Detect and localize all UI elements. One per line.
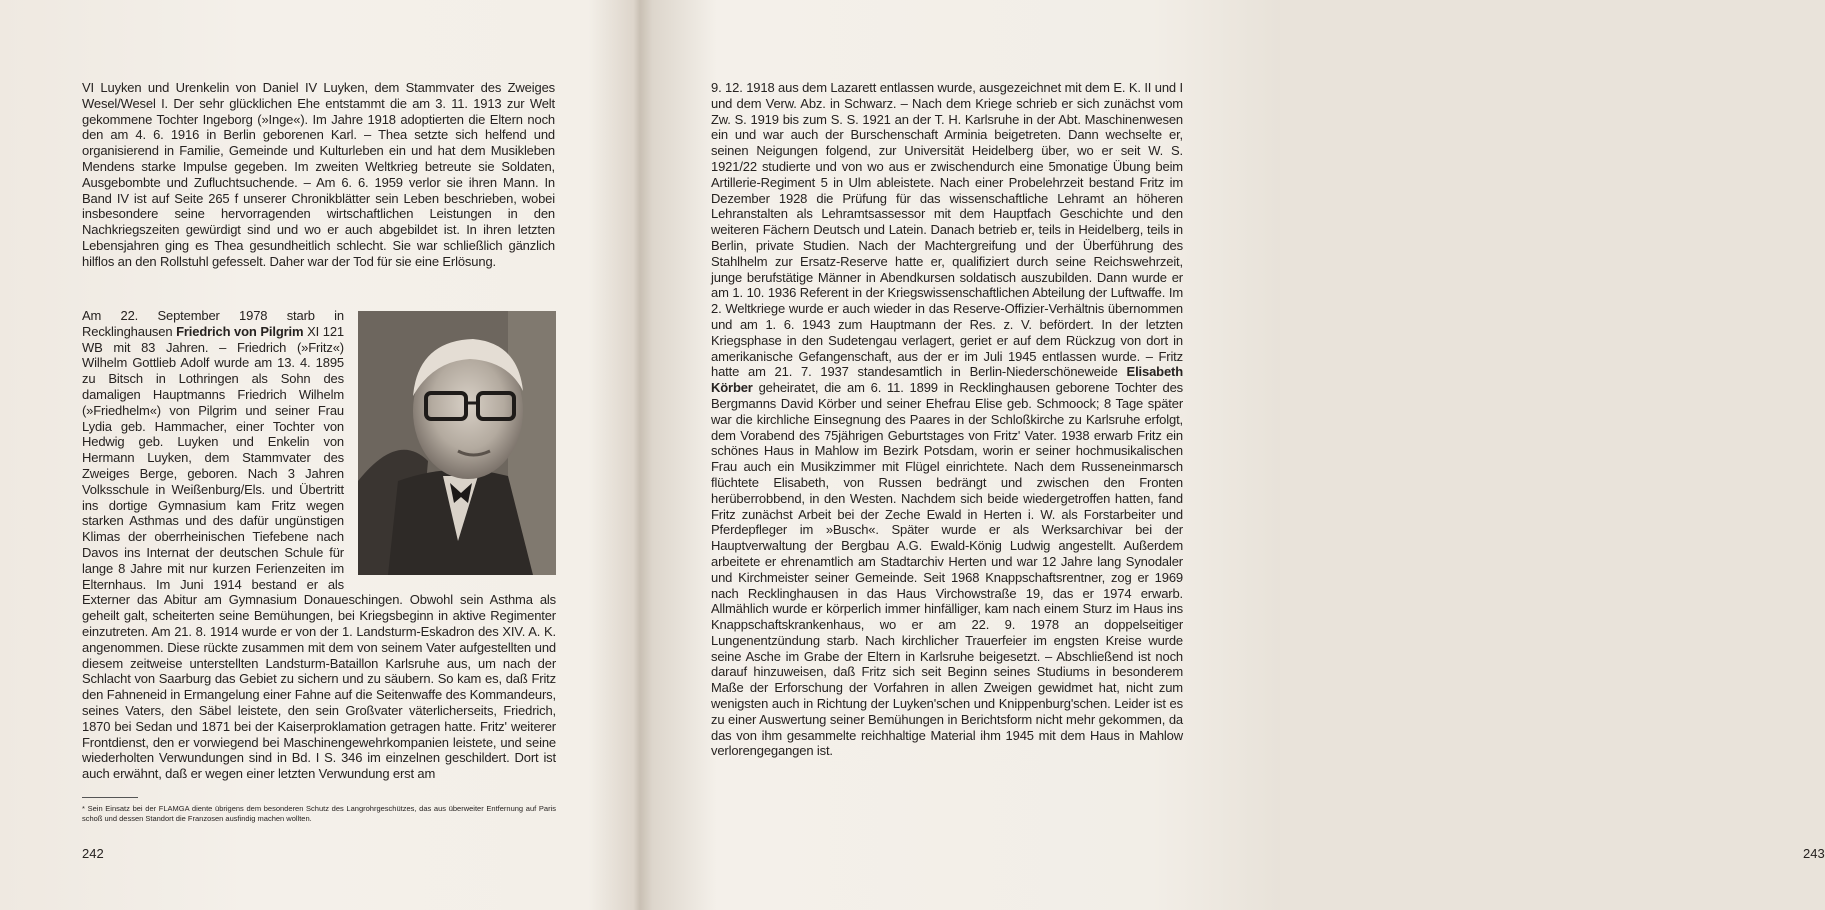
left-page [0,0,635,910]
page-number-left: 242 [82,846,104,861]
right-text-before: 9. 12. 1918 aus dem Lazarett entlassen wurde, ausgezeichnet mit dem E. K. II und I und dem Verw. Abz. in Schwarz. – Nach dem Kriege schrieb er sich zunächst vom Zw. S. 1919 bis zum S. S. 1921 an der T. H. Karlsruhe in der Abt. Maschinenwesen ein und war auch der Burschenschaft Arminia beigetreten. Dann wechselte er, seinen Neigungen folgend, zur Universität Heidelberg über, wo er seit W. S. 1921/22 studierte und von wo aus er zwischendurch eine 5monatige Übung beim Artillerie-Regiment 5 in Ulm ableistete. Nach einer Probelehrzeit bestand Fritz im Dezember 1928 die Prüfung für das wissenschaftliche Lehramt an höheren Lehranstalten als Lehramtsassessor mit dem Hauptfach Geschichte und den weiteren Fächern Deutsch und Latein. Danach betrieb er, teils in Heidelberg, teils in Berlin, private Studien. Nach der Machtergreifung und der Überführung des Stahlhelm zur Ersatz-Reserve hatte er, qualifiziert durch seine Reichswehrzeit, junge berufstätige Männer in Abendkursen soldatisch auszubilden. Dann wurde er am 1. 10. 1936 Referent in der Kriegswissenschaftlichen Abteilung der Luftwaffe. Im 2. Weltkriege wurde er auch wieder in das Reserve-Offizier-Verhältnis übernommen und am 1. 6. 1943 zum Hauptmann der Res. z. V. befördert. In der letzten Kriegsphase in den Sudetengau verlagert, geriet er auf dem Rückzug von dort in amerikanische Gefangenschaft, aus der er im Juli 1945 entlassen wurde. – Fritz hatte am 21. 7. 1937 standesamtlich in Berlin-Niederschöneweide [711,80,1183,380]
right-page [640,0,1825,910]
para2-text-before: Am 22. September 1978 starb in Recklinghausen [82,308,344,339]
obituary-block [82,308,556,782]
right-text-after: geheiratet, die am 6. 11. 1899 in Recklinghausen geborene Tochter des Bergmanns David Körber und seiner Ehefrau Elise geb. Schmoock; 8 Tage später war die kirchliche Einsegnung des Paares in der Schloßkirche zu Karlsruhe erfolgt, dem Vorabend des 75jährigen Geburtstages von Fritz' Vater. 1938 erwarb Fritz ein schönes Haus in Mahlow im Bezirk Potsdam, worin er seiner hochmusikalischen Frau auch ein Musikzimmer mit Flügel einrichtete. Nach dem Russeneinmarsch flüchtete Elisabeth, von Russen bedrängt und zwischen den Fronten herüberrobbend, in den Westen. Nachdem sich beide wiedergetroffen hatten, fand Fritz zunächst Arbeit bei der Zeche Ewald in Herten i. W. als Forstarbeiter und Pferdepfleger im »Busch«. Später wurde er als Werksarchivar bei der Hauptverwaltung der Bergbau A.G. Ewald-König Ludwig angestellt. Außerdem arbeitete er ehrenamtlich am Stadtarchiv Herten und war 12 Jahre lang Synodaler und Kirchmeister seiner Gemeinde. Seit 1968 Knappschaftsrentner, zog er 1969 nach Recklinghausen in das Haus Virchowstraße 19, das er 1974 erwarb. Allmählich wurde er körperlich immer hinfälliger, kam nach einem Sturz im Haus ins Knappschaftskrankenhaus, wo er am 22. 9. 1978 an doppelseitiger Lungenentzündung starb. Nach kirchlicher Trauerfeier im engsten Kreise wurde seine Asche im Grabe der Eltern in Karlsruhe beigesetzt. – Abschließend ist noch darauf hinzuweisen, daß Fritz sich seit Beginn seines Studiums in besonderem Maße der Erforschung der Vorfahren in allen Zweigen gewidmet hat, nicht zum wenigsten auch in Richtung der Luyken'schen und Knippenburg'schen. Leider ist es zu einer Auswertung seiner Bemühungen in Berichtsform nicht mehr gekommen, da das von ihm gesammelte reichhaltige Material ihm 1945 mit dem Haus in Mahlow verlorengegangen ist. [711,380,1183,759]
portrait-photo-drawing [358,311,556,575]
left-paragraph-1: VI Luyken und Urenkelin von Daniel IV Luyken, dem Stammvater des Zweiges Wesel/Wesel I. Der sehr glücklichen Ehe entstammt die am 3. 11. 1913 zur Welt gekommene Tochter Ingeborg (»Inge«). Im Jahre 1918 adoptierten die Eltern noch den am 4. 6. 1916 in Berlin geborenen Karl. – Thea setzte sich helfend und organisierend in Familie, Gemeinde und Kulturleben ein und hat dem Musikleben Mendens starke Impulse gegeben. Im zweiten Weltkrieg betreute sie Soldaten, Ausgebombte und Zufluchtsuchende. – Am 6. 6. 1959 verlor sie ihren Mann. In Band IV ist auf Seite 265 f unserer Chronikblätter sein Leben beschrieben, wobei insbesondere seine hervorragenden wirtschaftlichen Leistungen in den Nachkriegszeiten gewürdigt sind und wo er auch abgebildet ist. In ihren letzten Lebensjahren ging es Thea gesundheitlich schlecht. Sie war schließlich gänzlich hilflos an den Rollstuhl gefesselt. Daher war der Tod für sie eine Erlösung. [82,80,555,269]
page-number-right: 243 [1803,846,1825,861]
portrait-photo [358,311,556,575]
right-paragraph-1 [711,80,1183,759]
person-name-elisabeth: Elisabeth Körber [711,364,1183,396]
para2-text-after: XI 121 WB mit 83 Jahren. – Friedrich (»Fritz«) Wilhelm Gottlieb Adolf wurde am 13. 4. 1895 zu Bitsch in Lothringen als Sohn des damaligen Hauptmanns Friedrich Wilhelm (»Friedhelm«) von Pilgrim und seiner Frau Lydia geb. Hammacher, einer Tochter von Hedwig geb. Luyken und Enkelin von Hermann Luyken, dem Stammvater des Zweiges Berge, geboren. Nach 3 Jahren Volksschule in Weißenburg/Els. und Übertritt ins dortige Gymnasium kam Fritz wegen starken Asthmas und des dafür ungünstigen Klimas der oberrheinischen Tiefebene nach Davos ins Internat der deutschen Schule für lange 8 Jahre mit nur kurzen Ferienzeiten im Elternhaus. Im Juni 1914 bestand er als Externer das Abitur am Gymnasium Donaueschingen. Obwohl sein Asthma als geheilt galt, scheiterten seine Bemühungen, bei Kriegsbeginn in aktive Regimenter einzutreten. Am 21. 8. 1914 wurde er von der 1. Landsturm-Eskadron des XIV. A. K. angenommen. Diese rückte zusammen mit dem von seinem Vater aufgestellten und diesem zeitweise unterstellten Landsturm-Bataillon Karlsruhe aus, um nach der Schlacht von Saarburg das Gebiet zu sichern und zu säubern. So kam es, daß Fritz den Fahneneid in Ermangelung einer Fahne auf die Seitenwaffe des Kommandeurs, seines Vaters, den Säbel leistete, den sein Großvater väterlicherseits, Friedrich, 1870 bei Sedan und 1871 bei der Kaiserproklamation getragen hatte. Fritz' weiterer Frontdienst, den er vorwiegend bei Maschinengewehrkompanien leistete, und seine wiederholten Verwundungen sind in Bd. I S. 346 im einzelnen geschildert. Dort ist auch erwähnt, daß er wegen einer letzten Verwundung erst am [82,323,556,782]
footnote-divider [82,797,138,798]
footnote: * Sein Einsatz bei der FLAMGA diente übrigens dem besonderen Schutz des Langrohrgeschützes, das aus überweiter Entfernung auf Paris schoß und dessen Standort die Franzosen ausfindig machen wollten. [82,804,556,823]
person-name-friedrich: Friedrich von Pilgrim [176,323,304,339]
